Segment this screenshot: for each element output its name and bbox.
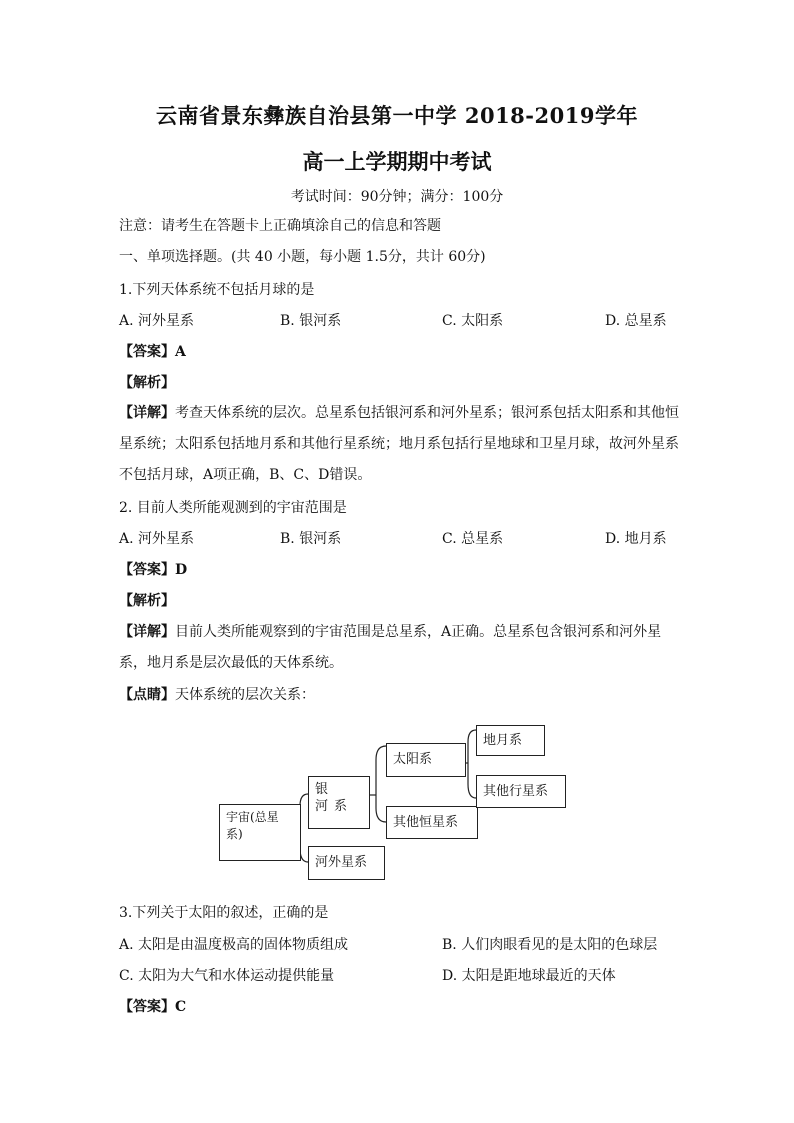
solar-system-box: 太阳系 <box>386 743 466 777</box>
extragalactic-box: 河外星系 <box>308 846 385 880</box>
q1-option-b: B. 银河系 <box>280 313 342 329</box>
q2-option-c: C. 总星系 <box>442 531 504 547</box>
earth-moon-box: 地月系 <box>476 725 545 756</box>
q2-option-a: A. 河外星系 <box>119 531 195 547</box>
notice: 注意：请考生在答题卡上正确填涂自己的信息和答题 <box>119 218 441 234</box>
q2-point-text: 天体系统的层次关系： <box>175 687 315 703</box>
exam-title-line1: 云南省景东彝族自治县第一中学 2018-2019学年 <box>156 103 638 128</box>
exam-info: 考试时间：90分钟；满分：100分 <box>290 189 504 205</box>
q2-detail-text: 目前人类所能观察到的宇宙范围是总星系，A正确。总星系包含银河系和河外星系，地月系是层次最低的天体系统。 <box>119 624 662 671</box>
q2-detail <box>119 617 679 679</box>
q1-detail <box>119 398 679 491</box>
q3-option-c: C. 太阳为大气和水体运动提供能量 <box>119 968 335 984</box>
q1-option-a: A. 河外星系 <box>119 313 195 329</box>
bracket-solar <box>468 730 476 798</box>
q2-point <box>119 685 315 705</box>
q3-option-b: B. 人们肉眼看见的是太阳的色球层 <box>442 937 658 953</box>
q2-point-label: 【点睛】 <box>119 687 175 703</box>
other-stars-box: 其他恒星系 <box>386 806 478 839</box>
q1-stem: 1.下列天体系统不包括月球的是 <box>119 282 315 298</box>
q1-detail-label: 【详解】 <box>119 405 175 421</box>
universe-box: 宇宙(总星系) <box>219 804 301 861</box>
q2-option-b: B. 银河系 <box>280 531 342 547</box>
q3-stem: 3.下列关于太阳的叙述，正确的是 <box>119 905 329 921</box>
q1-option-c: C. 太阳系 <box>442 313 504 329</box>
q1-detail-text: 考查天体系统的层次。总星系包括银河系和河外星系；银河系包括太阳系和其他恒星系统；太阳系包括地月系和其他行星系统；地月系包括行星地球和卫星月球，故河外星系不包括月球，A项正确，B、C、D错误。 <box>119 405 679 483</box>
q3-option-a: A. 太阳是由温度极高的固体物质组成 <box>119 937 349 953</box>
q2-stem: 2. 目前人类所能观测到的宇宙范围是 <box>119 500 347 516</box>
section-heading: 一、单项选择题。(共 40 小题，每小题 1.5分，共计 60分) <box>119 249 486 265</box>
q3-answer: 【答案】C <box>119 999 187 1015</box>
other-planets-box: 其他行星系 <box>476 775 566 808</box>
q1-option-d: D. 总星系 <box>605 313 667 329</box>
q1-answer: 【答案】A <box>119 344 186 360</box>
bracket-universe <box>300 794 308 862</box>
q2-detail-label: 【详解】 <box>119 624 175 640</box>
galaxy-box: 银 河系 <box>308 776 370 829</box>
bracket-galaxy <box>376 746 386 822</box>
q2-option-d: D. 地月系 <box>605 531 667 547</box>
q1-analysis-label: 【解析】 <box>119 375 175 391</box>
q3-option-d: D. 太阳是距地球最近的天体 <box>442 968 616 984</box>
q2-analysis-label: 【解析】 <box>119 593 175 609</box>
exam-title-line2: 高一上学期期中考试 <box>302 149 492 174</box>
q2-answer: 【答案】D <box>119 562 188 578</box>
